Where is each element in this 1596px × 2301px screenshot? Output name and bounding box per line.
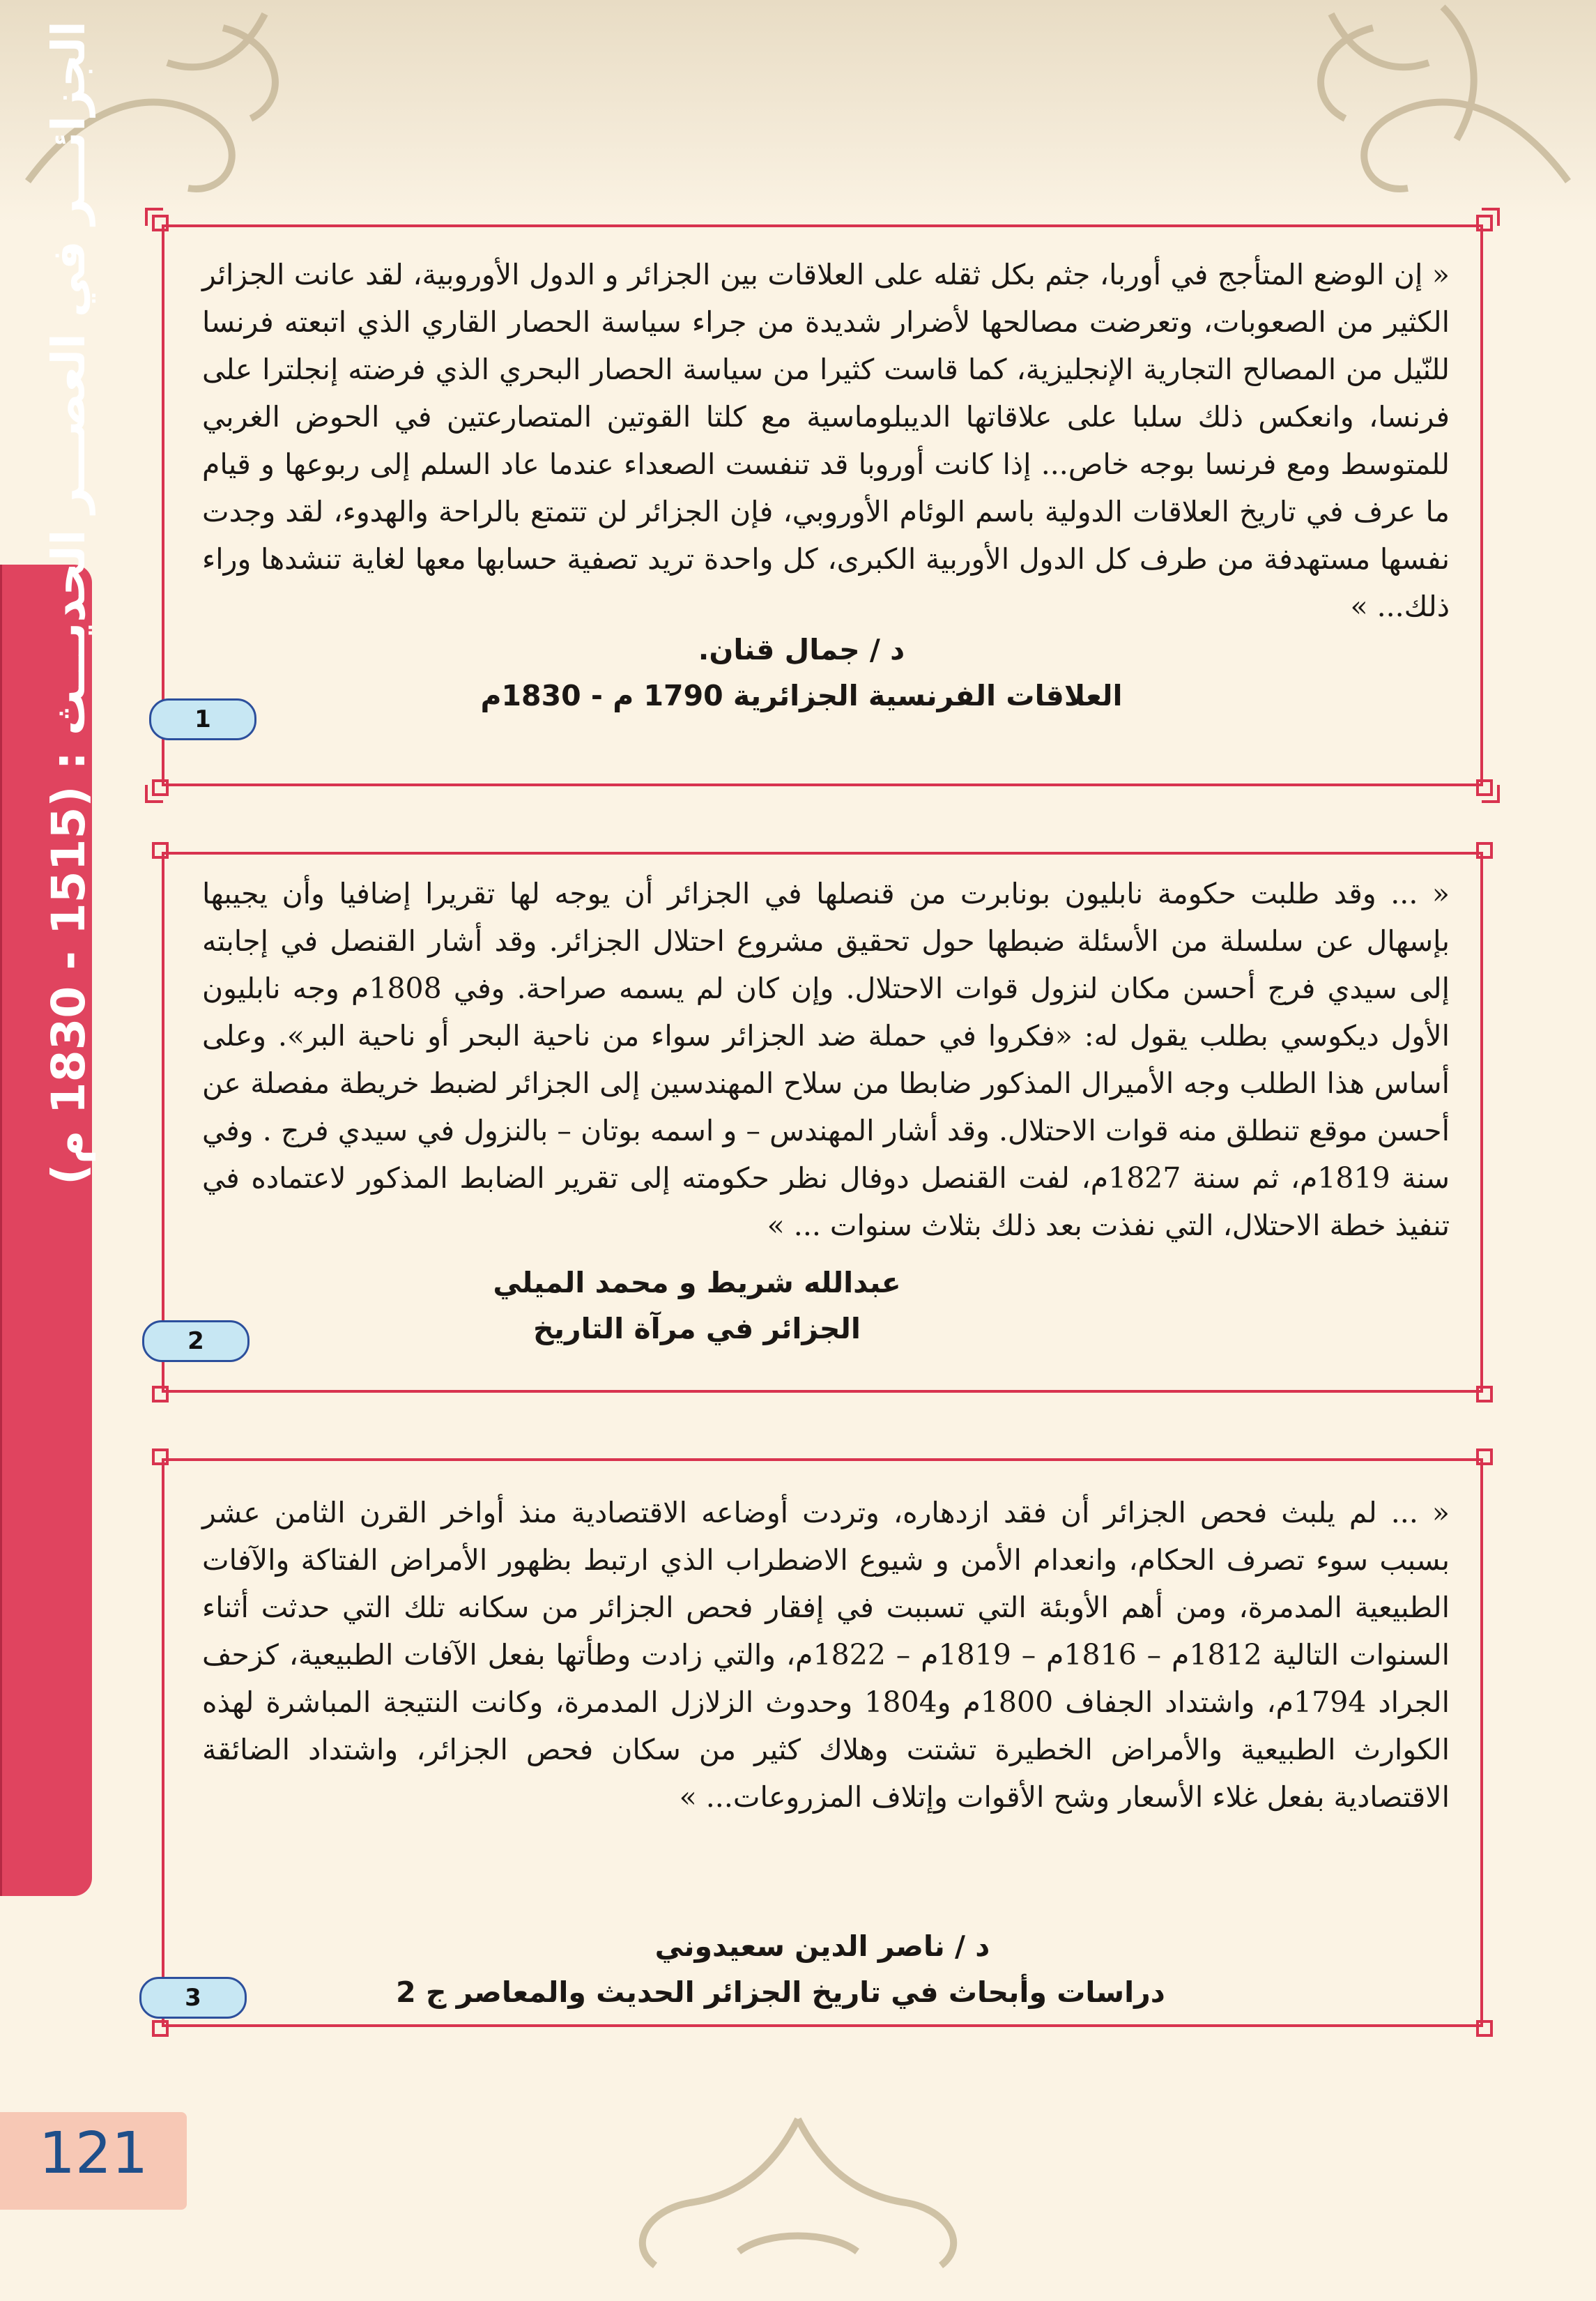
document-1-number-badge: 1 xyxy=(149,698,256,740)
document-frame-2 xyxy=(139,830,1505,1415)
document-1-book: العلاقات الفرنسية الجزائرية 1790 م - 1830م xyxy=(480,679,1123,712)
document-3-number-badge: 3 xyxy=(139,1977,247,2019)
document-2-book: الجزائر في مرآة التاريخ xyxy=(533,1312,861,1345)
document-2-number-badge: 2 xyxy=(142,1320,250,1362)
document-1-author: د / جمال قنان. xyxy=(698,633,905,666)
document-2-text: « ... وقد طلبت حكومة نابليون بونابرت من قنصلها في الجزائر أن يوجه لها تقريرا إضافيا وأن يجيبها بإسهال عن سلسلة من الأسئلة ضبطها حول تحقيق مشروع احتلال الجزائر. وقد أشار القنصل في إجابته إلى سيدي فرج أحسن مكان لنزول قوات الاحتلال. وإن كان لم يسمه صراحة. وفي 1808م وجه نابليون الأول ديكوسي بطلب يقول له: «فكروا في حملة ضد الجزائر سواء من ناحية البحر أو ناحية البر». وعلى أساس هذا الطلب وجه الأميرال المذكور ضابطا من سلاح المهندسين إلى الجزائر لضبط خريطة مفصلة عن أحسن موقع تنطلق منه قوات الاحتلال. وقد أشار المهندس – و اسمه بوتان – بالنزول في سيدي فرج . وفي سنة 1819م، ثم سنة 1827م، لفت القنصل دوفال نظر حكومته إلى تقرير الضابط المذكور لاعتماده في تنفيذ خطة الاحتلال، التي نفذت بعد ذلك بثلاث سنوات ... » xyxy=(202,877,1450,1242)
chapter-side-tab-title: الجزائـــر في العصـــر الحديـــث : (1515 - 1830 م) xyxy=(42,21,95,1185)
document-3-text: « ... لم يلبث فحص الجزائر أن فقد ازدهاره، وتردت أوضاعه الاقتصادية منذ أواخر القرن الثامن عشر بسبب سوء تصرف الحكام، وانعدام الأمن و شيوع الاضطراب الذي ارتبط بظهور الأمراض الفتاكة والآفات الطبيعية المدمرة، ومن أهم الأوبئة التي تسببت في إفقار فحص الجزائر من سكانه تلك التي حدثت أثناء السنوات التالية 1812م – 1816م – 1819م – 1822م، والتي زادت وطأتها بفعل الآفات الطبيعية، كزحف الجراد 1794م، واشتداد الجفاف 1800م و1804 وحدوث الزلازل المدمرة، وكانت النتيجة المباشرة لهذه الكوارث الطبيعية والأمراض الخطيرة تشتت وهلاك كثير من سكان فحص الجزائر، واشتداد الضائقة الاقتصادية بفعل غلاء الأسعار وشح الأقوات وإتلاف المزروعات... » xyxy=(202,1496,1450,1814)
document-1-text: « إن الوضع المتأجج في أوربا، جثم بكل ثقله على العلاقات بين الجزائر و الدول الأوروبية، لقد عانت الجزائر الكثير من الصعوبات، وتعرضت مصالحها لأضرار شديدة من جراء سياسة الحصار القاري الذي اتبعته فرنسا للنّيل من المصالح التجارية الإنجليزية، كما قاست كثيرا من سياسة الحصار البحري الذي فرضته إنجلترا على فرنسا، وانعكس ذلك سلبا على علاقاتها الديبلوماسية مع كلتا القوتين المتصارعتين في الحوض الغربي للمتوسط ومع فرنسا بوجه خاص... إذا كانت أوروبا قد تنفست الصعداء عندما عاد السلم إلى ربوعها و قيام ما عرف في تاريخ العلاقات الدولية باسم الوئام الأوروبي، فإن الجزائر لن تتمتع بالراحة والهدوء، لقد وجدت نفسها مستهدفة من طرف كل الدول الأوربية الكبرى، كل واحدة تريد تصفية حسابها معها لغاية تنشدها وراء ذلك... » xyxy=(202,258,1450,623)
document-2-author: عبدالله شريط و محمد الميلي xyxy=(493,1266,901,1299)
document-frame-1 xyxy=(139,202,1505,809)
document-3-book: دراسات وأبحاث في تاريخ الجزائر الحديث والمعاصر ج 2 xyxy=(396,1975,1165,2009)
document-frame-3 xyxy=(139,1436,1505,2049)
page-number: 121 xyxy=(38,2120,148,2187)
bottom-center-ornament-icon xyxy=(643,2119,953,2265)
document-3-author: د / ناصر الدين سعيدوني xyxy=(654,1929,990,1963)
